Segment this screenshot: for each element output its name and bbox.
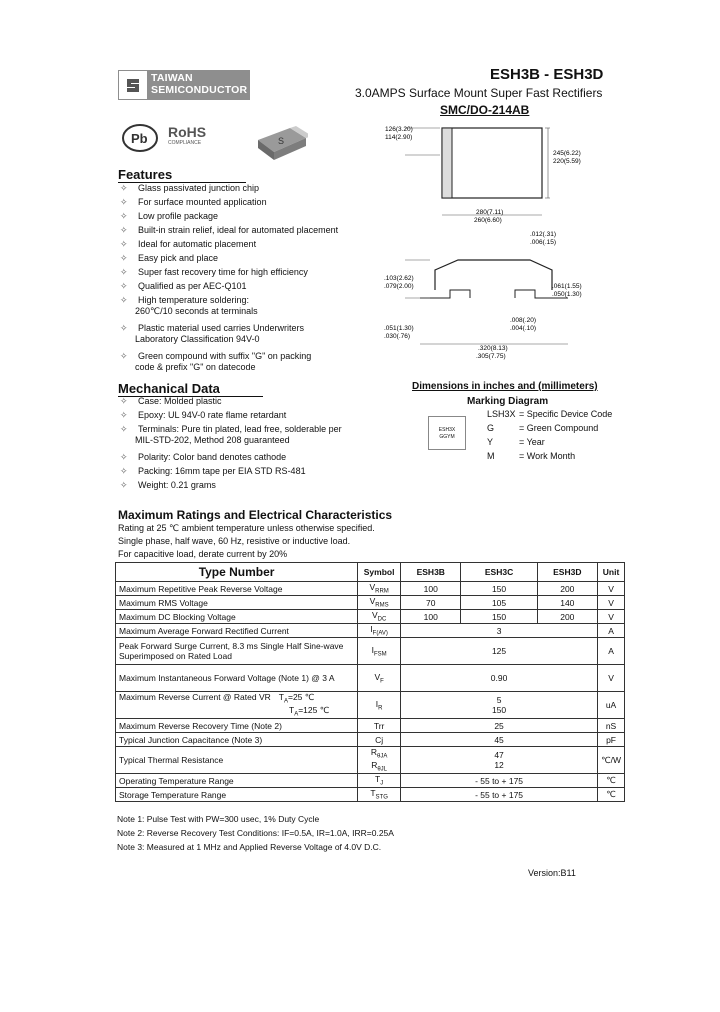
value-text: 5 xyxy=(496,695,502,705)
condition-value: =25 ℃ xyxy=(287,692,315,703)
pb-label: Pb xyxy=(131,131,148,146)
side-view-leads xyxy=(420,290,568,298)
features-item xyxy=(120,197,267,208)
marking-code: G xyxy=(487,423,495,433)
svg-text:S: S xyxy=(278,136,285,146)
param-text: Storage Temperature Range xyxy=(119,789,227,800)
param-cell xyxy=(116,774,358,788)
param-cell xyxy=(116,733,358,747)
param-cell xyxy=(116,692,358,719)
dim-label: 114(2.90) xyxy=(385,134,413,141)
dim-label: .061(1.55) xyxy=(552,283,582,290)
unit-cell: V xyxy=(598,582,625,596)
symbol-cell xyxy=(358,692,401,719)
param-cell xyxy=(116,624,358,638)
param-cell xyxy=(116,747,358,774)
value-esh3b: 100 xyxy=(401,610,461,624)
marking-meaning: = Green Compound xyxy=(519,423,599,433)
notes xyxy=(117,812,394,854)
features-item xyxy=(120,211,218,222)
table-row xyxy=(116,624,625,638)
value-esh3d: 200 xyxy=(537,610,597,624)
features-item xyxy=(120,183,259,194)
compliance-badges xyxy=(118,118,308,164)
condition-symbol: T xyxy=(278,692,284,703)
ratings-heading: Maximum Ratings and Electrical Characteristics xyxy=(118,508,393,522)
unit-cell: V xyxy=(598,596,625,610)
bullet-icon: ✧ xyxy=(120,424,128,434)
unit-cell: uA xyxy=(598,692,625,719)
bullet-icon: ✧ xyxy=(120,396,128,406)
features-item-text: Qualified as per AEC-Q101 xyxy=(138,281,247,291)
table-row xyxy=(116,596,625,610)
header-symbol: Symbol xyxy=(358,563,401,582)
mechanical-item xyxy=(120,466,306,477)
features-item-text: Built-in strain relief, ideal for automated placement xyxy=(138,225,339,235)
features-item xyxy=(120,323,304,345)
mechanical-item-text: Packing: 16mm tape per EIA STD RS-481 xyxy=(138,466,306,476)
unit-cell: pF xyxy=(598,733,625,747)
symbol-subscript: F(AV) xyxy=(372,630,388,637)
symbol-subscript: J xyxy=(380,780,384,787)
value-text: 45 xyxy=(494,734,504,745)
bullet-icon: ✧ xyxy=(120,480,128,490)
marking-code: M xyxy=(487,451,495,461)
symbol-text: I xyxy=(370,624,373,635)
bullet-icon: ✧ xyxy=(120,267,128,277)
unit-cell: A xyxy=(598,624,625,638)
symbol-cell xyxy=(358,665,401,692)
symbol-text: Trr xyxy=(373,720,385,731)
symbol-subscript: DC xyxy=(377,616,387,623)
dim-label: .012(.31) xyxy=(530,231,557,238)
bullet-icon: ✧ xyxy=(120,225,128,235)
symbol-cell xyxy=(358,582,401,596)
mechanical-item-text: Polarity: Color band denotes cathode xyxy=(138,452,287,462)
symbol-subscript: FSM xyxy=(373,651,387,658)
value-esh3b: 100 xyxy=(401,582,461,596)
param-text: Maximum Reverse Current @ Rated VR xyxy=(119,692,271,703)
bullet-icon: ✧ xyxy=(120,197,128,207)
table-row xyxy=(116,747,625,774)
table-row xyxy=(116,582,625,596)
bullet-icon: ✧ xyxy=(120,466,128,476)
mechanical-item xyxy=(120,480,216,491)
dim-label: 245(6.22) xyxy=(553,150,581,157)
bullet-icon: ✧ xyxy=(120,323,128,333)
mechanical-item xyxy=(120,424,342,446)
package-name: SMC/DO-214AB xyxy=(440,103,530,117)
symbol-subscript: STG xyxy=(375,794,388,801)
symbol-cell xyxy=(358,638,401,665)
features-heading: Features xyxy=(118,167,246,183)
param-cell xyxy=(116,638,358,665)
symbol-text: R xyxy=(371,760,378,770)
symbol-cell xyxy=(358,788,401,802)
symbol-text: T xyxy=(370,788,376,799)
marking-diagram-heading: Marking Diagram xyxy=(467,396,549,407)
features-item-text: Super fast recovery time for high efficiency xyxy=(138,267,308,277)
param-cell xyxy=(116,665,358,692)
bullet-icon: ✧ xyxy=(120,253,128,263)
param-text: Typical Thermal Resistance xyxy=(119,755,224,765)
value-cell xyxy=(401,733,598,747)
symbol-cell xyxy=(358,596,401,610)
marking-meaning: = Year xyxy=(519,437,545,447)
value-esh3c: 105 xyxy=(461,596,537,610)
dim-label: .008(.20) xyxy=(510,317,537,324)
features-item xyxy=(120,267,308,278)
symbol-subscript: θJA xyxy=(377,754,388,760)
dimensions-caption: Dimensions in inches and (millimeters) xyxy=(412,381,598,392)
value-esh3d: 140 xyxy=(537,596,597,610)
features-item-text: Ideal for automatic placement xyxy=(138,239,257,249)
dim-label: .050(1.30) xyxy=(552,291,582,298)
unit-cell: nS xyxy=(598,719,625,733)
mechanical-item-text: Weight: 0.21 grams xyxy=(138,480,216,490)
company-logo-mark xyxy=(118,70,148,100)
features-item-text: Glass passivated junction chip xyxy=(138,183,260,193)
dim-label: 126(3.20) xyxy=(385,126,413,133)
param-cell xyxy=(116,596,358,610)
mechanical-item-text: Case: Molded plastic xyxy=(138,396,222,406)
dim-label: .305(7.75) xyxy=(476,353,506,360)
param-text: Operating Temperature Range xyxy=(119,775,234,786)
symbol-text: I xyxy=(375,698,379,709)
symbol-text: V xyxy=(369,596,376,607)
value-cell xyxy=(401,665,598,692)
top-view-body xyxy=(442,128,542,198)
marking-chip-line1: ESH3X xyxy=(438,427,456,433)
value-cell xyxy=(401,788,598,802)
ratings-intro-line: Rating at 25 ℃ ambient temperature unless otherwise specified. xyxy=(118,523,375,533)
features-item-text: High temperature soldering: xyxy=(138,295,250,305)
mechanical-item-text: Epoxy: UL 94V-0 rate flame retardant xyxy=(138,410,287,420)
symbol-text: I xyxy=(371,644,374,655)
marking-meaning: = Work Month xyxy=(519,451,576,461)
bullet-icon: ✧ xyxy=(120,239,128,249)
dim-label: .004(.10) xyxy=(510,325,537,332)
features-item-text: Easy pick and place xyxy=(138,253,219,263)
features-item-text: Green compound with suffix "G" on packing xyxy=(138,351,312,361)
value-esh3c: 150 xyxy=(461,582,537,596)
symbol-text: Cj xyxy=(375,734,384,745)
mechanical-item xyxy=(120,410,286,421)
note-2: Note 2: Reverse Recovery Test Conditions: IF=0.5A, IR=1.0A, IRR=0.25A xyxy=(117,828,394,838)
value-text: 25 xyxy=(494,720,504,731)
condition-symbol: T xyxy=(289,705,295,715)
condition-text xyxy=(278,692,315,705)
rohs-label: RoHS xyxy=(168,124,207,140)
symbol-subscript: R xyxy=(378,705,383,712)
marking-chip-line2: GGYM xyxy=(439,434,455,440)
value-esh3d: 200 xyxy=(537,582,597,596)
bullet-icon: ✧ xyxy=(120,410,128,420)
dim-label: .320(8.13) xyxy=(478,345,508,352)
param-text: Maximum Instantaneous Forward Voltage (Note 1) @ 3 A xyxy=(119,673,335,683)
symbol-subscript: F xyxy=(380,678,384,685)
symbol-cell xyxy=(358,747,401,774)
mechanical-item xyxy=(120,396,222,407)
ratings-intro-line: Single phase, half wave, 60 Hz, resistive or inductive load. xyxy=(118,536,351,546)
header-esh3c: ESH3C xyxy=(461,563,537,582)
param-text: Typical Junction Capacitance (Note 3) xyxy=(119,734,263,745)
features-item xyxy=(120,239,256,250)
table-row xyxy=(116,719,625,733)
symbol-text: V xyxy=(374,671,381,682)
company-name-line1: TAIWAN xyxy=(151,72,193,84)
symbol-text: V xyxy=(369,582,376,593)
header-esh3d: ESH3D xyxy=(537,563,597,582)
mechanical-item xyxy=(120,452,286,463)
features-item xyxy=(120,253,218,264)
unit-cell: ℃ xyxy=(598,788,625,802)
value-cell xyxy=(401,624,598,638)
features-item xyxy=(120,295,258,317)
dim-label: 220(5.59) xyxy=(553,158,581,165)
header-esh3b: ESH3B xyxy=(401,563,461,582)
value-text: 47 xyxy=(494,750,504,760)
symbol-text: R xyxy=(370,747,377,758)
cathode-band xyxy=(442,128,452,198)
dim-label: 280(7.11) xyxy=(476,209,504,216)
unit-cell: ℃/W xyxy=(598,747,625,774)
features-item-text: Low profile package xyxy=(138,211,219,221)
unit-cell: A xyxy=(598,638,625,665)
dim-label: .079(2.00) xyxy=(384,283,414,290)
condition-value: =125 ℃ xyxy=(298,705,330,715)
company-name xyxy=(151,72,247,96)
symbol-subscript: RRM xyxy=(375,588,389,595)
features-item-text: For surface mounted application xyxy=(138,197,267,207)
dim-label: .006(.15) xyxy=(530,239,557,246)
version-label: Version:B11 xyxy=(528,868,576,878)
marking-code: LSH3X xyxy=(487,409,516,419)
ratings-intro xyxy=(118,523,375,560)
table-row xyxy=(116,610,625,624)
symbol-cell xyxy=(358,610,401,624)
marking-code: Y xyxy=(487,437,494,447)
features-item xyxy=(120,281,247,292)
param-cell xyxy=(116,582,358,596)
bullet-icon: ✧ xyxy=(120,452,128,462)
value-cell xyxy=(401,638,598,665)
features-item-text: 260℃/10 seconds at terminals xyxy=(135,306,258,316)
mechanical-item-text: MIL-STD-202, Method 208 guaranteed xyxy=(135,435,290,445)
bullet-icon: ✧ xyxy=(120,295,128,305)
features-item-text: Laboratory Classification 94V-0 xyxy=(135,334,260,344)
features-item xyxy=(120,351,311,373)
features-item xyxy=(120,225,338,236)
param-text: Peak Forward Surge Current, 8.3 ms Single Half Sine-wave Superimposed on Rated Load xyxy=(119,641,344,661)
table-row xyxy=(116,788,625,802)
table-row xyxy=(116,665,625,692)
note-1: Note 1: Pulse Test with PW=300 usec, 1% Duty Cycle xyxy=(117,814,320,824)
bullet-icon: ✧ xyxy=(120,351,128,361)
symbol-cell xyxy=(358,733,401,747)
features-item-text: Plastic material used carries Underwriters xyxy=(138,323,305,333)
value-text: 12 xyxy=(494,760,504,770)
bullet-icon: ✧ xyxy=(120,281,128,291)
document-subtitle: 3.0AMPS Surface Mount Super Fast Rectifiers xyxy=(355,86,603,100)
value-text: - 55 to + 175 xyxy=(475,775,524,786)
value-text: - 55 to + 175 xyxy=(475,789,524,800)
symbol-subscript: θJL xyxy=(377,766,388,773)
bullet-icon: ✧ xyxy=(120,211,128,221)
param-text: Maximum Repetitive Peak Reverse Voltage xyxy=(119,583,283,594)
package-outline-drawing xyxy=(380,120,620,360)
value-text: 150 xyxy=(491,705,507,715)
ratings-intro-line: For capacitive load, derate current by 20% xyxy=(118,549,288,559)
symbol-cell xyxy=(358,774,401,788)
value-cell xyxy=(401,747,598,774)
value-esh3b: 70 xyxy=(401,596,461,610)
condition-subscript: A xyxy=(294,711,299,718)
features-item-text: code & prefix "G" on datecode xyxy=(135,362,256,372)
param-cell xyxy=(116,788,358,802)
rohs-compliance-label: COMPLIANCE xyxy=(168,140,202,146)
unit-cell: V xyxy=(598,610,625,624)
symbol-text: V xyxy=(371,610,378,621)
value-text: 0.90 xyxy=(490,673,508,683)
param-text: Maximum Reverse Recovery Time (Note 2) xyxy=(119,720,282,731)
table-row xyxy=(116,692,625,719)
dim-label: 260(6.60) xyxy=(474,217,502,224)
mechanical-heading: Mechanical Data xyxy=(118,381,263,397)
value-cell xyxy=(401,692,598,719)
marking-chip xyxy=(428,416,466,450)
value-text: 3 xyxy=(496,625,502,636)
param-text: Maximum RMS Voltage xyxy=(119,597,208,608)
symbol-subscript: RMS xyxy=(375,602,389,609)
component-photo-icon xyxy=(258,126,308,160)
table-row xyxy=(116,774,625,788)
ratings-table xyxy=(115,562,625,802)
mechanical-item-text: Terminals: Pure tin plated, lead free, solderable per xyxy=(138,424,342,434)
param-cell xyxy=(116,610,358,624)
unit-cell: ℃ xyxy=(598,774,625,788)
value-cell xyxy=(401,719,598,733)
param-text: Maximum DC Blocking Voltage xyxy=(119,611,236,622)
header-type-number: Type Number xyxy=(116,563,358,582)
value-cell xyxy=(401,774,598,788)
table-row xyxy=(116,638,625,665)
param-text: Maximum Average Forward Rectified Current xyxy=(119,625,289,636)
company-name-line2: SEMICONDUCTOR xyxy=(151,84,248,96)
document-title: ESH3B - ESH3D xyxy=(490,66,604,83)
condition-subscript: A xyxy=(283,699,288,705)
condition-text xyxy=(289,705,330,718)
table-header-row xyxy=(116,563,625,582)
param-cell xyxy=(116,719,358,733)
side-view-body xyxy=(435,260,552,290)
value-esh3c: 150 xyxy=(461,610,537,624)
symbol-cell xyxy=(358,719,401,733)
note-3: Note 3: Measured at 1 MHz and Applied Reverse Voltage of 4.0V D.C. xyxy=(117,842,382,852)
header-unit: Unit xyxy=(598,563,625,582)
bullet-icon: ✧ xyxy=(120,183,128,193)
unit-cell: V xyxy=(598,665,625,692)
marking-meaning: = Specific Device Code xyxy=(519,409,613,419)
dim-label: .030(.76) xyxy=(384,333,411,340)
dim-label: .103(2.62) xyxy=(384,275,414,282)
symbol-text: T xyxy=(375,774,381,785)
value-text: 125 xyxy=(491,646,507,656)
dim-label: .051(1.30) xyxy=(384,325,414,332)
symbol-cell xyxy=(358,624,401,638)
table-row xyxy=(116,733,625,747)
